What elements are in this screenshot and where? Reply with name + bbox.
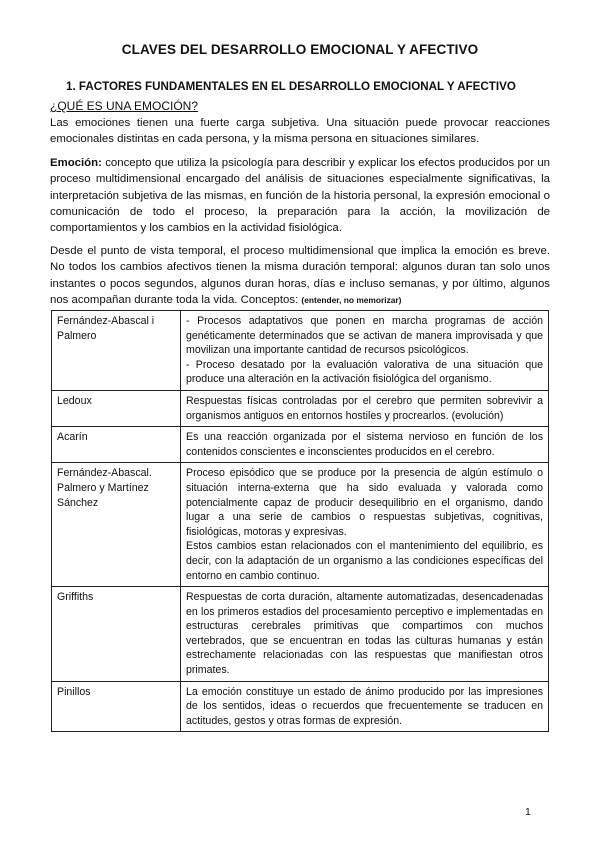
concepts-table-body: [52, 311, 549, 732]
definition-line: - Procesos adaptativos que ponen en marcha programas de acción genéticamente determinados que se activan de manera improvisada y que movilizan una importante cantidad de recursos psicológicos.: [186, 315, 543, 357]
question-heading: ¿QUÉ ES UNA EMOCIÓN?: [50, 99, 199, 113]
definition-line: - Proceso desatado por la evaluación valorativa de una situación que produce una alteración en la activación fisiológica del organismo.: [186, 358, 543, 386]
temporal-paragraph: [50, 243, 550, 308]
definition-cell: La emoción constituye un estado de ánimo producido por las impresiones de los sentidos, ideas o recuerdos que frecuentemente se traducen en actitudes, gestos y otras formas de expresión.: [181, 681, 549, 732]
author-cell: Fernández-Abascal i Palmero: [52, 311, 181, 391]
definition-cell: Respuestas de corta duración, altamente automatizadas, desencadenadas en los primeros estadios del procesamiento perceptivo e implementadas en estructuras cerebrales primitivas que compartimos con muchos vertebrados, que se encuentran en todas las culturas humanas y están estrechamente relacionadas con las respuestas que manifiestan otros primates.: [181, 587, 549, 682]
concepts-table: [51, 310, 549, 732]
author-cell: Fernández-Abascal. Palmero y Martínez Sánchez: [52, 463, 181, 587]
definition-term: Emoción:: [50, 157, 102, 169]
document-title: CLAVES DEL DESARROLLO EMOCIONAL Y AFECTIVO: [121, 42, 479, 57]
definition-text: concepto que utiliza la psicología para describir y explicar los efectos producidos por un proceso multidimensional encargado del análisis de situaciones especialmente significativas, la interpretación subjetiva de las mismas, en función de la historia personal, la expresión emocional o comunicación de todo el proceso, la preparación para la acción, la movilización de comportamientos y los cambios en la actividad fisiológica.: [50, 157, 550, 235]
table-row: [52, 427, 549, 463]
author-cell: Ledoux: [52, 390, 181, 426]
table-row: [52, 463, 549, 587]
table-row: [52, 681, 549, 732]
section-heading: 1. FACTORES FUNDAMENTALES EN EL DESARROLLO EMOCIONAL Y AFECTIVO: [66, 80, 516, 93]
table-row: [52, 587, 549, 682]
author-cell: Pinillos: [52, 681, 181, 732]
definition-cell: [181, 463, 549, 587]
definition-cell: Respuestas físicas controladas por el cerebro que permiten sobrevivir a organismos antiguos en entornos hostiles y procrearlos. (evolución): [181, 390, 549, 426]
definition-paragraph: [50, 155, 550, 236]
definition-line: Proceso episódico que se produce por la presencia de algún estímulo o situación interna-externa que ha sido evaluada y valorada como potencialmente capaz de producir desequilibrio en el organismo, dando lugar a una serie de cambios o respuestas subjetivas, cognitivas, fisiológicas, motoras y expresivas.: [186, 467, 543, 538]
temporal-text: Desde el punto de vista temporal, el proceso multidimensional que implica la emoción es breve. No todos los cambios afectivos tienen la misma duración temporal: algunos duran tan solo unos instantes o pocos segundos, algunos duran horas, días e incluso semanas, y por último, algunos nos acompañan durante toda la vida. Conceptos:: [50, 245, 550, 306]
author-cell: Griffiths: [52, 587, 181, 682]
intro-paragraph: Las emociones tienen una fuerte carga subjetiva. Una situación puede provocar reacciones emocionales distintas en cada persona, y la misma persona en situaciones similares.: [50, 117, 550, 146]
page-number: 1: [525, 806, 531, 818]
author-cell: Acarín: [52, 427, 181, 463]
definition-line: Estos cambios estan relacionados con el mantenimiento del equilibrio, es decir, con la adaptación de un organismo a las condiciones específicas del entorno en cambio continuo.: [186, 540, 543, 582]
table-row: [52, 311, 549, 391]
definition-cell: Es una reacción organizada por el sistema nervioso en función de los contenidos conscientes e inconscientes producidos en el cerebro.: [181, 427, 549, 463]
table-row: [52, 390, 549, 426]
temporal-note: (entender, no memorizar): [301, 294, 402, 305]
definition-cell: [181, 311, 549, 391]
